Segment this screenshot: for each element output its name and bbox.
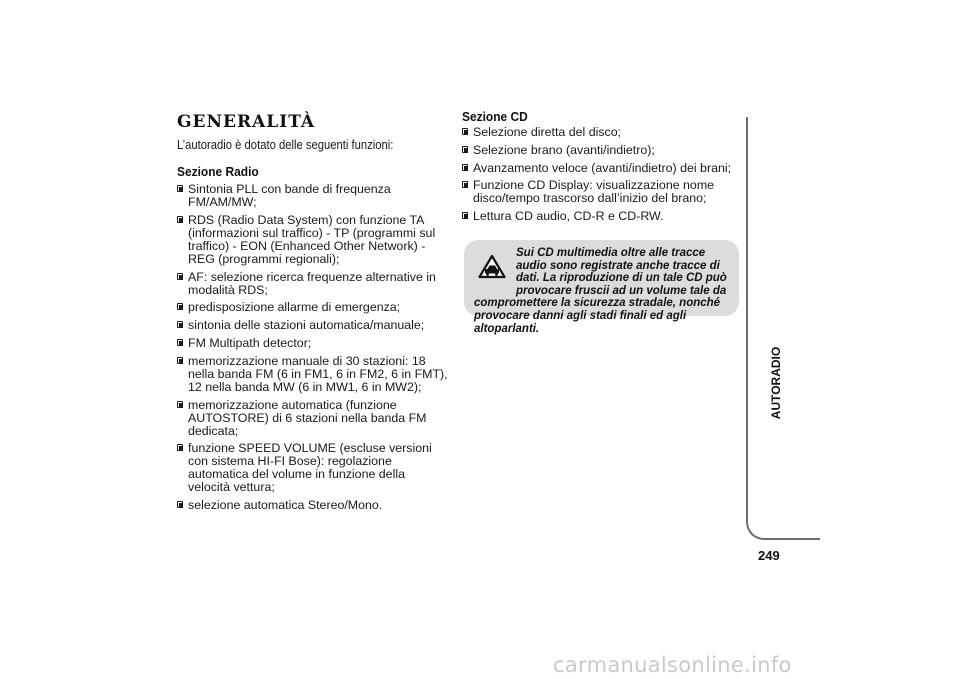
list-item: memorizzazione manuale di 30 stazioni: 18 nella banda FM (6 in FM1, 6 in FM2, 6 in FMT), 12 nella banda MW (6 in MW1, 6 in MW2);: [177, 355, 449, 394]
bullet-icon: [177, 339, 183, 346]
section-heading-radio: Sezione Radio: [177, 164, 259, 179]
list-item: FM Multipath detector;: [177, 337, 449, 350]
list-item: Avanzamento veloce (avanti/indietro) dei brani;: [462, 162, 747, 175]
list-item: Sintonia PLL con bande di frequenza FM/AM/MW;: [177, 183, 449, 209]
page-number: 249: [758, 548, 780, 563]
bullet-icon: [177, 321, 183, 328]
bullet-icon: [462, 212, 468, 219]
warning-box: [464, 240, 739, 335]
bullet-icon: [177, 444, 183, 451]
bullet-icon: [177, 216, 183, 223]
list-item: RDS (Radio Data System) con funzione TA (informazioni sul traffico) - TP (programmi sul traffico) - EON (Enhanced Other Network) - REG (programmi regionali);: [177, 214, 449, 266]
bullet-icon: [177, 357, 183, 364]
watermark: carmanualsonline.info: [553, 653, 792, 677]
bullet-icon: [462, 181, 468, 188]
list-item: selezione automatica Stereo/Mono.: [177, 499, 449, 512]
bullet-icon: [462, 164, 468, 171]
chapter-tab: [746, 117, 820, 540]
list-item: Funzione CD Display: visualizzazione nome disco/tempo trascorso dall’inizio del brano;: [462, 179, 747, 205]
bullet-icon: [462, 128, 468, 135]
bullet-icon: [177, 303, 183, 310]
list-item: AF: selezione ricerca frequenze alternative in modalità RDS;: [177, 271, 449, 297]
list-item: sintonia delle stazioni automatica/manuale;: [177, 319, 449, 332]
section-heading-cd: Sezione CD: [462, 109, 528, 124]
radio-features-list: [177, 183, 449, 517]
warning-text: Sui CD multimedia oltre alle tracce audio sono registrate anche tracce di dati. La riproduzione di un tale CD può provocare fruscii ad un volume tale da compromettere la sicurezza stradale, nonché provocare danni agli stadi finali ed agli altoparlanti.: [474, 247, 727, 335]
list-item: funzione SPEED VOLUME (escluse versioni con sistema HI-FI Bose): regolazione automatica del volume in funzione della velocità vettura;: [177, 442, 449, 494]
intro-text: L’autoradio è dotato delle seguenti funzioni:: [177, 138, 394, 152]
list-item: predisposizione allarme di emergenza;: [177, 301, 449, 314]
bullet-icon: [177, 501, 183, 508]
bullet-icon: [177, 401, 183, 408]
list-item: Selezione diretta del disco;: [462, 126, 747, 139]
bullet-icon: [177, 185, 183, 192]
list-item: memorizzazione automatica (funzione AUTOSTORE) di 6 stazioni nella banda FM dedicata;: [177, 399, 449, 438]
chapter-tab-label: AUTORADIO: [769, 346, 783, 420]
list-item: Selezione brano (avanti/indietro);: [462, 144, 747, 157]
list-item: Lettura CD audio, CD-R e CD-RW.: [462, 210, 747, 223]
cd-features-list: [462, 126, 747, 228]
bullet-icon: [462, 146, 468, 153]
bullet-icon: [177, 273, 183, 280]
page-title: GENERALITÀ: [177, 112, 316, 132]
